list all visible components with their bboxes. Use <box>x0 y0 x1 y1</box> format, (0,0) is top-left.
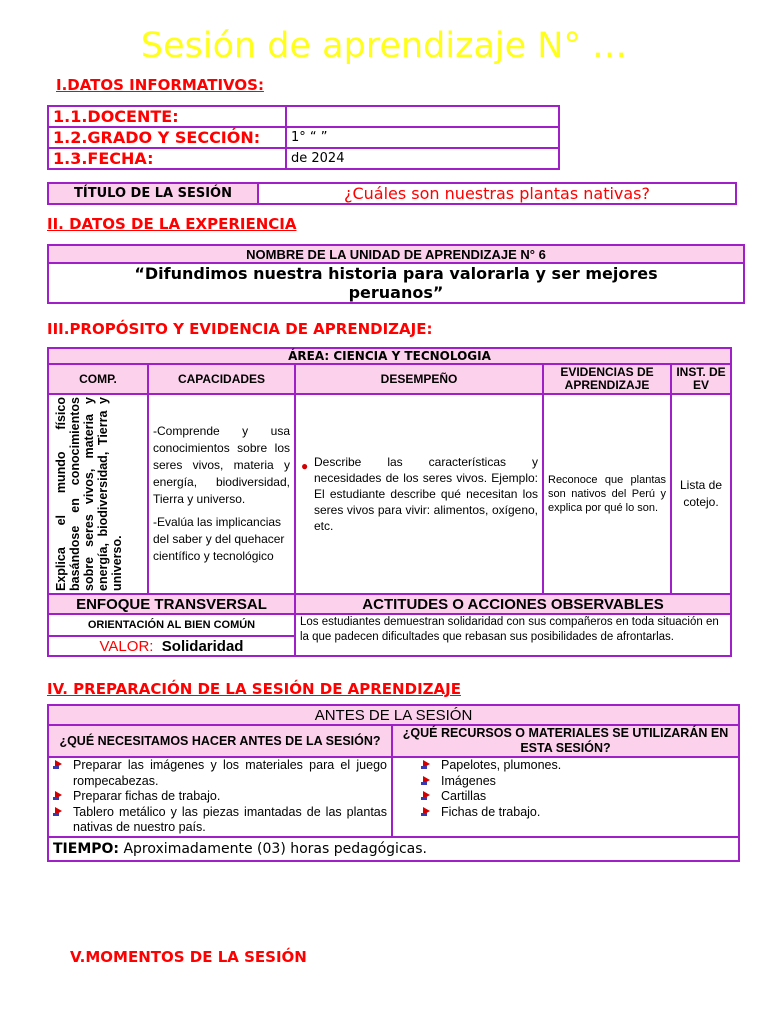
arrow-bullet-icon <box>423 776 430 784</box>
valor-cell <box>48 636 295 656</box>
docente-label: 1.1.DOCENTE: <box>48 106 286 127</box>
capacidades-cell <box>148 394 295 594</box>
recursos-list <box>421 758 734 820</box>
capacidad-2: -Evalúa las implicancias del saber y del quehacer científico y tecnológico <box>153 515 285 563</box>
grado-label: 1.2.GRADO Y SECCIÓN: <box>48 127 286 148</box>
section-preparacion: IV. PREPARACIÓN DE LA SESIÓN DE APRENDIZAJE <box>47 680 461 698</box>
list-item: Cartillas <box>421 789 734 805</box>
recursos-cell <box>392 757 739 837</box>
list-item: Preparar las imágenes y los materiales para el juego rompecabezas. <box>53 758 387 789</box>
comp-header: COMP. <box>48 364 148 394</box>
antes-list <box>53 758 387 836</box>
desempeno-header: DESEMPEÑO <box>295 364 543 394</box>
list-item: Imágenes <box>421 774 734 790</box>
titulo-sesion-label: TÍTULO DE LA SESIÓN <box>48 183 258 204</box>
datos-informativos-table <box>47 105 560 170</box>
arrow-bullet-icon <box>55 760 62 768</box>
instrumento-header: INST. DE EV <box>671 364 731 394</box>
valor-value: Solidaridad <box>161 637 244 655</box>
titulo-sesion-value: ¿Cuáles son nuestras plantas nativas? <box>258 183 736 204</box>
competencia-cell <box>48 394 148 594</box>
list-item: Papelotes, plumones. <box>421 758 734 774</box>
antes-header: ANTES DE LA SESIÓN <box>48 705 739 725</box>
grado-value: 1° “ ” <box>286 127 559 148</box>
q1-header: ¿QUÉ NECESITAMOS HACER ANTES DE LA SESIÓN? <box>48 725 392 757</box>
list-item: Fichas de trabajo. <box>421 805 734 821</box>
orientacion-cell: ORIENTACIÓN AL BIEN COMÚN <box>48 614 295 636</box>
section-datos-experiencia: II. DATOS DE LA EXPERIENCIA <box>47 215 297 233</box>
tiempo-value: Aproximadamente (03) horas pedagógicas. <box>123 841 427 857</box>
bullet-icon: ● <box>301 459 309 473</box>
section-proposito: III.PROPÓSITO Y EVIDENCIA DE APRENDIZAJE: <box>47 320 433 338</box>
section-datos-informativos: I.DATOS INFORMATIVOS: <box>56 76 264 94</box>
arrow-bullet-icon <box>423 760 430 768</box>
titulo-sesion-table <box>47 182 737 205</box>
instrumento-cell: Lista de cotejo. <box>671 394 731 594</box>
fecha-value: de 2024 <box>286 148 559 169</box>
tiempo-label: TIEMPO: <box>53 841 120 857</box>
desempeno-cell <box>295 394 543 594</box>
q2-header: ¿QUÉ RECURSOS O MATERIALES SE UTILIZARÁN EN ESTA SESIÓN? <box>392 725 739 757</box>
preparacion-table <box>47 704 740 862</box>
antes-cell <box>48 757 392 837</box>
unidad-header: NOMBRE DE LA UNIDAD DE APRENDIZAJE N° 6 <box>48 245 744 263</box>
tiempo-cell <box>48 837 739 861</box>
enfoque-header: ENFOQUE TRANSVERSAL <box>48 594 295 614</box>
section-momentos: V.MOMENTOS DE LA SESIÓN <box>70 948 307 966</box>
arrow-bullet-icon <box>55 791 62 799</box>
area-header: ÁREA: CIENCIA Y TECNOLOGIA <box>48 348 731 364</box>
evidencias-header: EVIDENCIAS DE APRENDIZAJE <box>543 364 671 394</box>
docente-value <box>286 106 559 127</box>
valor-label: VALOR: <box>99 637 154 655</box>
unidad-table <box>47 244 745 304</box>
evidencias-cell: Reconoce que plantas son nativos del Perú y explica por qué lo son. <box>543 394 671 594</box>
actitudes-cell: Los estudiantes demuestran solidaridad con sus compañeros en toda situación en la que padecen dificultades que rebasan sus posibilidades de afrontarlas. <box>295 614 731 656</box>
actitudes-header: ACTITUDES O ACCIONES OBSERVABLES <box>295 594 731 614</box>
list-item: Preparar fichas de trabajo. <box>53 789 387 805</box>
unidad-name: “Difundimos nuestra historia para valorarla y ser mejores peruanos” <box>48 263 744 303</box>
arrow-bullet-icon <box>423 791 430 799</box>
arrow-bullet-icon <box>55 807 62 815</box>
competencia-text: Explica el mundo físico basándose en conocimientos sobre seres vivos, materia y energía, biodiversidad, Tierra y universo. <box>54 397 124 591</box>
list-item: Tablero metálico y las piezas imantadas de las plantas nativas de nuestro país. <box>53 805 387 836</box>
capacidad-1: -Comprende y usa conocimientos sobre los seres vivos, materia y energía, biodiversidad, Tierra y universo. <box>153 424 290 506</box>
arrow-bullet-icon <box>423 807 430 815</box>
fecha-label: 1.3.FECHA: <box>48 148 286 169</box>
proposito-table <box>47 347 732 657</box>
page-title: Sesión de aprendizaje N° … <box>140 26 628 66</box>
capacidades-header: CAPACIDADES <box>148 364 295 394</box>
desempeno-text: Describe las características y necesidades de los seres vivos. Ejemplo: El estudiante describe qué necesitan los seres vivos para vivir: alimentos, oxígeno, etc. <box>314 455 538 533</box>
